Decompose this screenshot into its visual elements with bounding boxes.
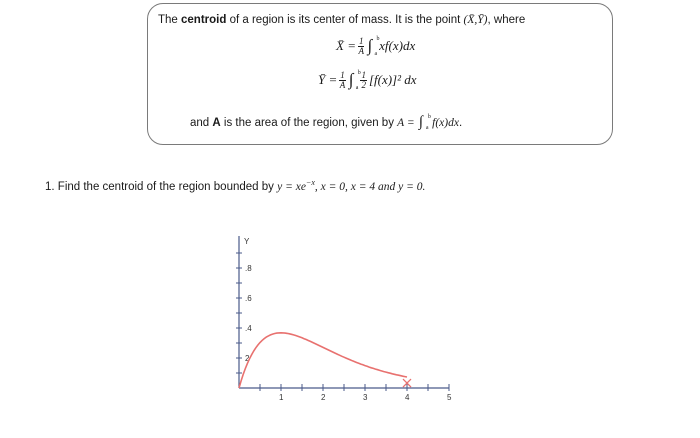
ybar-lhs: Ȳ =	[318, 72, 338, 87]
x-tick-label: 4	[405, 393, 410, 402]
xbar-int-upper: b	[376, 36, 380, 42]
problem-equation-rest: , x = 0, x = 4 and y = 0.	[314, 180, 426, 193]
half-den: 2	[361, 79, 366, 90]
xbar-integral-sign: ∫ a b	[367, 36, 380, 57]
xbar-frac-num: 1	[358, 35, 364, 46]
ybar-frac-den: A	[339, 79, 346, 90]
area-var: A	[212, 117, 221, 129]
centroid-term: centroid	[181, 14, 227, 26]
centroid-definition-box	[147, 3, 613, 145]
ybar-int-upper: b	[357, 70, 361, 76]
x-tick-label: 3	[363, 393, 368, 402]
y-tick-label: .8	[245, 264, 252, 273]
x-tick-label: 2	[321, 393, 326, 402]
function-graph	[222, 228, 462, 424]
area-lhs: A =	[397, 117, 415, 129]
ybar-fraction	[339, 71, 346, 90]
curve-series	[239, 333, 407, 388]
xbar-formula	[336, 36, 415, 56]
ybar-formula	[318, 70, 417, 90]
area-end: .	[458, 117, 463, 129]
area-int-upper: b	[427, 114, 431, 120]
problem-text: Find the centroid of the region bounded by	[54, 180, 278, 193]
intro-middle: of a region is its center of mass. It is the point	[226, 14, 464, 26]
y-tick-label: .6	[245, 294, 252, 303]
ybar-integrand: [f(x)]² dx	[368, 72, 417, 87]
ybar-half-fraction	[357, 69, 367, 90]
area-integral-sign: ∫ a b	[418, 114, 431, 131]
xbar-frac-den: A	[358, 45, 364, 56]
problem-number: 1.	[45, 180, 55, 193]
problem-equation-y: y = xe	[277, 180, 306, 193]
ybar-integral-sign: ∫ a b	[348, 70, 361, 91]
ybar-int-lower: a	[355, 85, 359, 91]
x-tick-label: 1	[279, 393, 284, 402]
xbar-integrand: xf(x)dx	[379, 38, 416, 53]
centroid-point: (X̄,Ȳ)	[463, 14, 488, 26]
x-tick-label: 5	[447, 393, 452, 402]
area-int-lower: a	[425, 125, 429, 131]
y-tick-label: .4	[245, 324, 252, 333]
centroid-intro-text	[158, 14, 525, 26]
ybar-frac-num: 1	[340, 69, 345, 80]
intro-prefix: The	[158, 14, 182, 26]
y-tick-label: 2	[245, 354, 250, 363]
area-prefix: and	[190, 117, 213, 129]
xbar-lhs: X̄ =	[336, 38, 356, 53]
area-definition-line	[190, 114, 462, 131]
y-axis-label: Y	[244, 237, 250, 246]
xbar-fraction	[358, 37, 365, 56]
area-integrand: f(x)dx	[432, 117, 459, 129]
xbar-int-lower: a	[374, 51, 378, 57]
half-num: 1	[361, 69, 366, 80]
intro-suffix: , where	[487, 14, 526, 26]
problem-equation-exponent: −x	[305, 178, 315, 187]
problem-statement	[45, 178, 425, 193]
area-middle: is the area of the region, given by	[220, 117, 398, 129]
